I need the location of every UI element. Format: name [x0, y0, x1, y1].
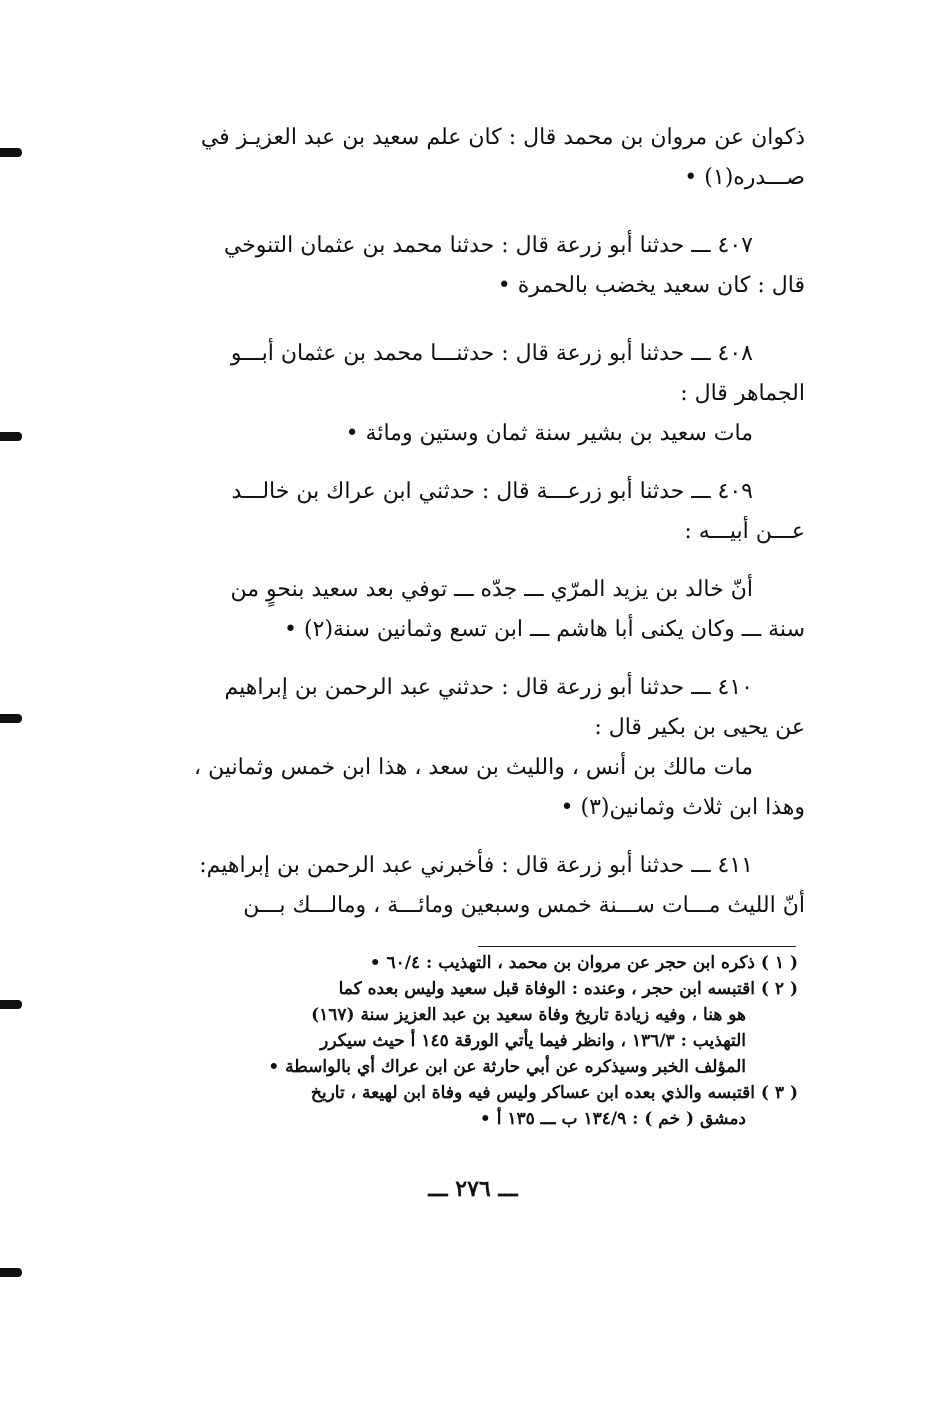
text-line: وهذا ابن ثلاث وثمانين(٣) • [560, 795, 805, 820]
text-line: عن يحيى بن بكير قال : [594, 715, 805, 740]
text-line: أنّ خالد بن يزيد المرّي ـــ جدّه ـــ توفي بعد سعيد بنحوٍ من [230, 577, 753, 602]
scan-edge-mark [0, 714, 22, 723]
footnote-divider [478, 946, 796, 947]
page-number: ـــ ٢٧٦ ـــ [428, 1176, 518, 1202]
footnote-3-cont: دمشق ( خم ) : ١٣٤/٩ ب ـــ ١٣٥ أ • [479, 1109, 746, 1129]
entry-409-line: ٤٠٩ ـــ حدثنا أبو زرعـــة قال : حدثني ابن عراك بن خالـــد [231, 479, 753, 504]
footnote-2-cont: التهذيب : ١٣٦/٣ ، وانظر فيما يأتي الورقة ١٤٥ أ حيث سيكرر [320, 1031, 746, 1051]
text-line: ذكوان عن مروان بن محمد قال : كان علم سعيد بن عبد العزيـز في [200, 125, 805, 150]
entry-410-line: ٤١٠ ـــ حدثنا أبو زرعة قال : حدثني عبد الرحمن بن إبراهيم [224, 675, 753, 700]
text-line: سنة ـــ وكان يكنى أبا هاشم ـــ ابن تسع وثمانين سنة(٢) • [284, 617, 805, 642]
scan-edge-mark [0, 148, 22, 157]
text-line: صـــدره(١) • [684, 165, 805, 190]
text-line: الجماهر قال : [680, 381, 805, 406]
footnote-2-cont: هو هنا ، وفيه زيادة تاريخ وفاة سعيد بن عبد العزيز سنة (١٦٧) [311, 1005, 746, 1025]
footnotes [150, 950, 798, 1132]
entry-411-line: ٤١١ ـــ حدثنا أبو زرعة قال : فأخبرني عبد الرحمن بن إبراهيم: [199, 853, 753, 878]
text-line: عـــن أبيـــه : [684, 519, 805, 544]
text-line: مات مالك بن أنس ، والليث بن سعد ، هذا ابن خمس وثمانين ، [193, 755, 753, 780]
footnote-2: ( ٢ ) اقتبسه ابن حجر ، وعنده : الوفاة قبل سعيد وليس بعده كما [338, 979, 798, 999]
text-line: مات سعيد بن بشير سنة ثمان وستين ومائة • [345, 421, 753, 446]
footnote-1: ( ١ ) ذكره ابن حجر عن مروان بن محمد ، التهذيب : ٦٠/٤ • [369, 953, 798, 973]
text-line: قال : كان سعيد يخضب بالحمرة • [497, 273, 805, 298]
scan-edge-mark [0, 1000, 22, 1009]
footnote-3: ( ٣ ) اقتبسه والذي بعده ابن عساكر وليس فيه وفاة ابن لهيعة ، تاريخ [310, 1083, 798, 1103]
page-body [150, 118, 805, 926]
entry-408-line: ٤٠٨ ـــ حدثنا أبو زرعة قال : حدثنـــا محمد بن عثمان أبـــو [230, 341, 753, 366]
entry-407-line: ٤٠٧ ـــ حدثنا أبو زرعة قال : حدثنا محمد بن عثمان التنوخي [223, 233, 753, 258]
footnote-2-cont: المؤلف الخبر وسيذكره عن أبي حارثة عن ابن عراك أي بالواسطة • [268, 1057, 746, 1077]
text-line: أنّ الليث مـــات ســـنة خمس وسبعين ومائـــة ، ومالـــك بـــن [243, 893, 805, 918]
scan-edge-mark [0, 1268, 22, 1277]
scan-edge-mark [0, 432, 22, 441]
